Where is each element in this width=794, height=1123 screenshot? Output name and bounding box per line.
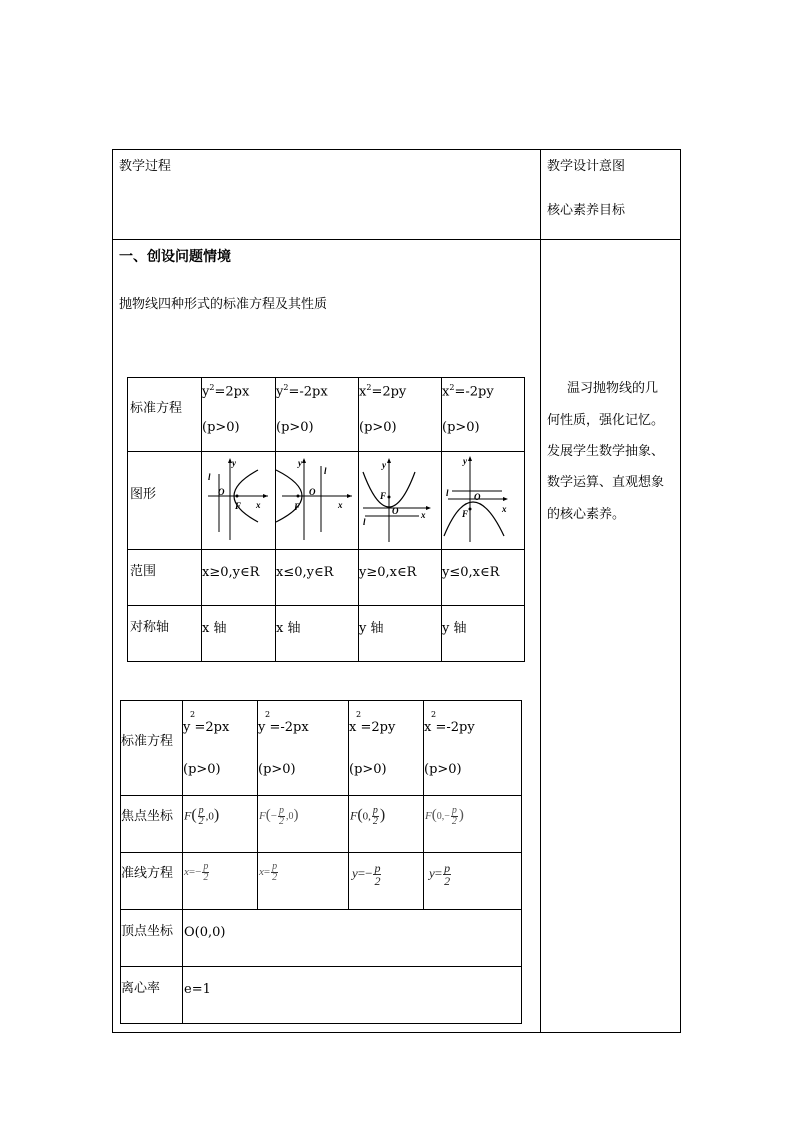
label-O: O bbox=[309, 487, 316, 497]
t2-equation: y =2px bbox=[183, 720, 230, 735]
label-x: x bbox=[338, 500, 343, 510]
t1-label-equation: 标准方程 bbox=[130, 401, 183, 416]
label-y: y bbox=[463, 456, 467, 466]
section-title: 一、创设问题情境 bbox=[119, 249, 231, 265]
graph-down-opening bbox=[442, 452, 524, 548]
t2-directrix: y= $\frac{p}{2}$ bbox=[429, 861, 451, 888]
t1-equation: $y^2=-2px$ bbox=[276, 383, 328, 400]
t2-directrix: x= $\frac{p}{2}$ bbox=[259, 861, 278, 883]
note-line: 何性质，强化记忆。 bbox=[547, 413, 665, 428]
note-line: 的核心素养。 bbox=[547, 507, 626, 522]
t1-range: x≥0,y∈R bbox=[202, 565, 260, 580]
t2-exponent: 2 bbox=[356, 710, 362, 719]
header-teaching-process: 教学过程 bbox=[119, 159, 172, 174]
label-l: l bbox=[446, 488, 449, 498]
label-F: F bbox=[294, 502, 301, 512]
graph-left-opening bbox=[276, 452, 358, 548]
t2-directrix: y=− $\frac{p}{2}$ bbox=[352, 861, 381, 888]
t1-label-range: 范围 bbox=[130, 564, 157, 579]
label-y: y bbox=[232, 458, 236, 468]
label-y: y bbox=[382, 460, 386, 470]
graph-right-opening bbox=[202, 452, 275, 548]
t1-axis: x 轴 bbox=[202, 621, 227, 636]
label-x: x bbox=[256, 500, 261, 510]
t1-equation: $y^2=2px$ bbox=[202, 383, 250, 400]
note-line: 数学运算、直观想象 bbox=[547, 475, 665, 490]
t2-condition: (p>0) bbox=[258, 762, 296, 777]
t1-condition: (p>0) bbox=[276, 420, 314, 435]
t2-equation: y =-2px bbox=[258, 720, 309, 735]
graph-up-opening bbox=[359, 452, 441, 548]
t1-axis: y 轴 bbox=[359, 621, 384, 636]
t2-label-focus: 焦点坐标 bbox=[121, 809, 174, 824]
t2-exponent: 2 bbox=[190, 710, 196, 719]
t1-condition: (p>0) bbox=[442, 420, 480, 435]
t2-focus: F(0, $\frac{p}{2}$ ) bbox=[350, 805, 386, 827]
label-F: F bbox=[235, 501, 242, 511]
label-y: y bbox=[298, 458, 302, 468]
t1-equation: $x^2=-2py$ bbox=[442, 383, 494, 400]
section-subtitle: 抛物线四种形式的标准方程及其性质 bbox=[119, 297, 328, 312]
t2-focus: F(0,− $\frac{p}{2}$ ) bbox=[425, 805, 464, 827]
t1-condition: (p>0) bbox=[359, 420, 397, 435]
t2-focus: F( $\frac{p}{2}$ ,0) bbox=[184, 805, 220, 827]
label-l: l bbox=[363, 517, 366, 527]
label-O: O bbox=[392, 506, 399, 516]
header-core-literacy: 核心素养目标 bbox=[547, 203, 626, 218]
t1-axis: y 轴 bbox=[442, 621, 467, 636]
t2-label-vertex: 顶点坐标 bbox=[121, 924, 174, 939]
t2-condition: (p>0) bbox=[183, 762, 221, 777]
t2-eccentricity: e=1 bbox=[184, 982, 211, 997]
t1-range: y≥0,x∈R bbox=[359, 565, 417, 580]
label-x: x bbox=[421, 510, 426, 520]
t2-equation: x =-2py bbox=[424, 720, 475, 735]
t1-condition: (p>0) bbox=[202, 420, 240, 435]
t1-label-graph: 图形 bbox=[130, 487, 157, 502]
t2-label-directrix: 准线方程 bbox=[121, 866, 174, 881]
t1-equation: $x^2=2py$ bbox=[359, 383, 407, 400]
t2-exponent: 2 bbox=[265, 710, 271, 719]
note-line: 发展学生数学抽象、 bbox=[547, 444, 665, 459]
label-x: x bbox=[502, 504, 507, 514]
label-O: O bbox=[218, 487, 225, 497]
t2-label-equation: 标准方程 bbox=[121, 734, 174, 749]
t2-label-eccentricity: 离心率 bbox=[121, 981, 161, 996]
t2-directrix: x=− $\frac{p}{2}$ bbox=[184, 861, 209, 883]
t2-equation: x =2py bbox=[349, 720, 396, 735]
label-O: O bbox=[474, 492, 481, 502]
t2-condition: (p>0) bbox=[424, 762, 462, 777]
t1-range: x≤0,y∈R bbox=[276, 565, 334, 580]
label-l: l bbox=[324, 466, 327, 476]
note-line: 温习抛物线的几 bbox=[567, 381, 659, 396]
t2-vertex: O(0,0) bbox=[184, 925, 226, 940]
label-l: l bbox=[208, 472, 211, 482]
t1-label-axis: 对称轴 bbox=[130, 620, 170, 635]
t1-range: y≤0,x∈R bbox=[442, 565, 500, 580]
t2-focus: F(− $\frac{p}{2}$ ,0) bbox=[259, 805, 299, 827]
t2-condition: (p>0) bbox=[349, 762, 387, 777]
header-design-intent: 教学设计意图 bbox=[547, 159, 626, 174]
label-F: F bbox=[462, 509, 469, 519]
t2-exponent: 2 bbox=[431, 710, 437, 719]
label-F: F bbox=[380, 491, 387, 501]
t1-axis: x 轴 bbox=[276, 621, 301, 636]
